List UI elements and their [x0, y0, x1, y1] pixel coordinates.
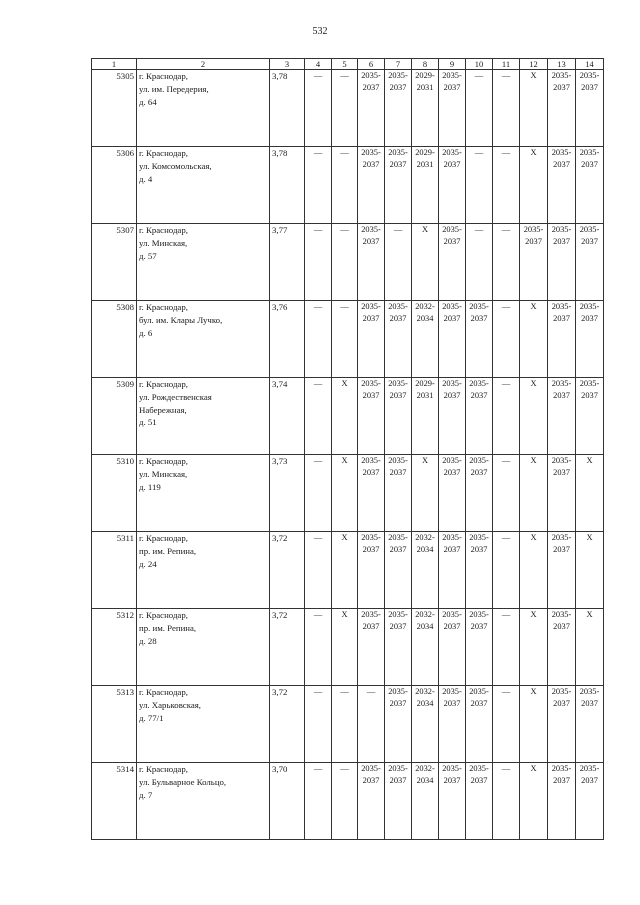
period-cell: 2035- 2037: [439, 763, 466, 840]
period-cell: —: [493, 147, 520, 224]
address-line: ул. Комсомольская,: [139, 160, 212, 171]
row-number-cell: 5306: [92, 147, 137, 224]
row-number-cell: 5313: [92, 686, 137, 763]
period-cell: 2035- 2037: [358, 224, 385, 301]
period-cell: —: [305, 609, 332, 686]
period-cell: 2035- 2037: [548, 763, 576, 840]
address-line: г. Краснодар,: [139, 533, 188, 543]
period-cell: X: [520, 532, 548, 609]
address-line: г. Краснодар,: [139, 456, 188, 466]
period-cell: 2032- 2034: [412, 301, 439, 378]
period-cell: —: [332, 763, 358, 840]
period-cell: X: [332, 532, 358, 609]
period-cell: 2035- 2037: [466, 455, 493, 532]
period-cell: 2035- 2037: [358, 301, 385, 378]
address-line: д. 119: [139, 481, 161, 492]
address-line: Набережная,: [139, 404, 187, 415]
period-cell: —: [305, 455, 332, 532]
period-cell: 2035- 2037: [548, 686, 576, 763]
address-line: г. Краснодар,: [139, 148, 188, 158]
period-cell: —: [332, 70, 358, 147]
period-cell: 2035- 2037: [466, 609, 493, 686]
value-cell: 3,70: [270, 763, 305, 840]
period-cell: 2035- 2037: [385, 609, 412, 686]
period-cell: —: [332, 301, 358, 378]
address-line: г. Краснодар,: [139, 764, 188, 774]
address-cell: [137, 686, 270, 763]
period-cell: —: [305, 763, 332, 840]
table-row: [92, 763, 604, 840]
period-cell: 2035- 2037: [385, 532, 412, 609]
address-line: ул. Минская,: [139, 237, 188, 248]
row-number-cell: 5312: [92, 609, 137, 686]
period-cell: 2035- 2037: [466, 686, 493, 763]
period-cell: 2035- 2037: [439, 609, 466, 686]
address-line: ул. Минская,: [139, 468, 188, 479]
period-cell: 2035- 2037: [385, 301, 412, 378]
period-cell: 2035- 2037: [358, 147, 385, 224]
period-cell: —: [305, 532, 332, 609]
value-cell: 3,78: [270, 147, 305, 224]
period-cell: X: [412, 455, 439, 532]
period-cell: —: [493, 70, 520, 147]
period-cell: 2032- 2034: [412, 763, 439, 840]
address-line: д. 6: [139, 327, 153, 338]
period-cell: —: [493, 686, 520, 763]
column-number-header: 8: [412, 59, 439, 70]
column-number-header: 6: [358, 59, 385, 70]
period-cell: 2035- 2037: [466, 763, 493, 840]
period-cell: —: [332, 147, 358, 224]
period-cell: X: [520, 686, 548, 763]
column-number-header: 9: [439, 59, 466, 70]
address-line: д. 51: [139, 417, 157, 428]
period-cell: 2035- 2037: [358, 763, 385, 840]
column-number-header: 11: [493, 59, 520, 70]
value-cell: 3,73: [270, 455, 305, 532]
period-cell: —: [466, 147, 493, 224]
address-line: д. 28: [139, 635, 157, 646]
period-cell: 2035- 2037: [548, 378, 576, 455]
row-number-cell: 5314: [92, 763, 137, 840]
value-cell: 3,72: [270, 532, 305, 609]
column-number-header: 12: [520, 59, 548, 70]
period-cell: 2035- 2037: [385, 455, 412, 532]
period-cell: 2035- 2037: [548, 455, 576, 532]
table-row: [92, 224, 604, 301]
value-cell: 3,72: [270, 609, 305, 686]
period-cell: —: [385, 224, 412, 301]
period-cell: X: [332, 609, 358, 686]
table-row: [92, 455, 604, 532]
period-cell: —: [493, 378, 520, 455]
column-number-header-row: [92, 59, 604, 70]
period-cell: 2035- 2037: [439, 70, 466, 147]
address-cell: [137, 224, 270, 301]
period-cell: 2035- 2037: [548, 532, 576, 609]
period-cell: 2035- 2037: [385, 147, 412, 224]
period-cell: 2035- 2037: [439, 147, 466, 224]
period-cell: 2035- 2037: [385, 70, 412, 147]
period-cell: —: [493, 455, 520, 532]
table-row: [92, 532, 604, 609]
period-cell: X: [520, 378, 548, 455]
column-number-header: 13: [548, 59, 576, 70]
address-cell: [137, 147, 270, 224]
address-line: д. 57: [139, 250, 157, 261]
address-line: ул. Харьковская,: [139, 699, 201, 710]
period-cell: —: [358, 686, 385, 763]
table-row: [92, 301, 604, 378]
period-cell: 2035- 2037: [576, 378, 604, 455]
value-cell: 3,77: [270, 224, 305, 301]
period-cell: —: [493, 224, 520, 301]
address-line: ул. Бульварное Кольцо,: [139, 776, 227, 787]
period-cell: —: [493, 763, 520, 840]
address-line: г. Краснодар,: [139, 71, 188, 81]
period-cell: 2035- 2037: [385, 763, 412, 840]
period-cell: —: [332, 224, 358, 301]
period-cell: —: [493, 301, 520, 378]
value-cell: 3,78: [270, 70, 305, 147]
period-cell: 2035- 2037: [466, 532, 493, 609]
period-cell: 2029- 2031: [412, 70, 439, 147]
period-cell: —: [305, 686, 332, 763]
period-cell: —: [305, 378, 332, 455]
period-cell: 2035- 2037: [576, 147, 604, 224]
address-cell: [137, 609, 270, 686]
period-cell: 2035- 2037: [358, 378, 385, 455]
address-line: г. Краснодар,: [139, 302, 188, 312]
address-line: д. 4: [139, 173, 153, 184]
row-number-cell: 5310: [92, 455, 137, 532]
period-cell: —: [332, 686, 358, 763]
period-cell: 2035- 2037: [439, 378, 466, 455]
period-cell: 2035- 2037: [548, 224, 576, 301]
period-cell: 2035- 2037: [385, 686, 412, 763]
period-cell: 2035- 2037: [548, 609, 576, 686]
address-line: д. 64: [139, 96, 157, 107]
period-cell: X: [412, 224, 439, 301]
period-cell: —: [305, 70, 332, 147]
period-cell: 2035- 2037: [576, 686, 604, 763]
value-cell: 3,72: [270, 686, 305, 763]
address-cell: [137, 763, 270, 840]
period-cell: X: [520, 609, 548, 686]
period-cell: 2035- 2037: [576, 301, 604, 378]
row-number-cell: 5311: [92, 532, 137, 609]
period-cell: X: [576, 532, 604, 609]
table-row: [92, 686, 604, 763]
period-cell: 2035- 2037: [576, 70, 604, 147]
period-cell: X: [520, 301, 548, 378]
period-cell: 2035- 2037: [548, 301, 576, 378]
period-cell: 2035- 2037: [548, 70, 576, 147]
column-number-header: 5: [332, 59, 358, 70]
column-number-header: 2: [137, 59, 270, 70]
table-row: [92, 378, 604, 455]
address-line: г. Краснодар,: [139, 225, 188, 235]
table-row: [92, 147, 604, 224]
period-cell: X: [520, 763, 548, 840]
period-cell: X: [332, 378, 358, 455]
period-cell: —: [305, 147, 332, 224]
period-cell: 2035- 2037: [548, 147, 576, 224]
period-cell: 2035- 2037: [358, 70, 385, 147]
column-number-header: 14: [576, 59, 604, 70]
table-row: [92, 70, 604, 147]
period-cell: 2032- 2034: [412, 609, 439, 686]
period-cell: —: [466, 70, 493, 147]
column-number-header: 1: [92, 59, 137, 70]
period-cell: X: [332, 455, 358, 532]
period-cell: X: [576, 609, 604, 686]
row-number-cell: 5307: [92, 224, 137, 301]
address-line: пр. им. Репина,: [139, 622, 197, 633]
period-cell: 2029- 2031: [412, 147, 439, 224]
address-line: г. Краснодар,: [139, 687, 188, 697]
period-cell: 2035- 2037: [466, 301, 493, 378]
period-cell: X: [576, 455, 604, 532]
period-cell: 2035- 2037: [439, 301, 466, 378]
address-line: ул. им. Передерия,: [139, 83, 209, 94]
period-cell: —: [305, 301, 332, 378]
column-number-header: 7: [385, 59, 412, 70]
column-number-header: 3: [270, 59, 305, 70]
period-cell: X: [520, 455, 548, 532]
address-line: ул. Рождественская: [139, 391, 212, 402]
period-cell: 2035- 2037: [520, 224, 548, 301]
period-cell: 2029- 2031: [412, 378, 439, 455]
period-cell: 2035- 2037: [358, 609, 385, 686]
address-line: д. 24: [139, 558, 157, 569]
period-cell: —: [305, 224, 332, 301]
address-line: г. Краснодар,: [139, 379, 188, 389]
row-number-cell: 5308: [92, 301, 137, 378]
column-number-header: 4: [305, 59, 332, 70]
address-cell: [137, 532, 270, 609]
period-cell: 2035- 2037: [385, 378, 412, 455]
period-cell: —: [466, 224, 493, 301]
period-cell: 2035- 2037: [439, 224, 466, 301]
address-cell: [137, 455, 270, 532]
period-cell: 2032- 2034: [412, 532, 439, 609]
period-cell: 2035- 2037: [439, 686, 466, 763]
value-cell: 3,76: [270, 301, 305, 378]
address-cell: [137, 301, 270, 378]
address-line: бул. им. Клары Лучко,: [139, 314, 223, 325]
address-line: д. 7: [139, 789, 153, 800]
period-cell: 2032- 2034: [412, 686, 439, 763]
period-cell: —: [493, 532, 520, 609]
period-cell: 2035- 2037: [576, 224, 604, 301]
table-row: [92, 609, 604, 686]
period-cell: 2035- 2037: [439, 532, 466, 609]
value-cell: 3,74: [270, 378, 305, 455]
address-line: пр. им. Репина,: [139, 545, 197, 556]
row-number-cell: 5309: [92, 378, 137, 455]
period-cell: 2035- 2037: [576, 763, 604, 840]
address-line: д. 77/1: [139, 712, 164, 723]
page-number: 532: [312, 26, 328, 37]
period-cell: X: [520, 70, 548, 147]
period-cell: 2035- 2037: [358, 455, 385, 532]
address-cell: [137, 378, 270, 455]
registry-table: [91, 58, 604, 840]
period-cell: X: [520, 147, 548, 224]
address-line: г. Краснодар,: [139, 610, 188, 620]
period-cell: 2035- 2037: [358, 532, 385, 609]
period-cell: —: [493, 609, 520, 686]
address-cell: [137, 70, 270, 147]
period-cell: 2035- 2037: [439, 455, 466, 532]
row-number-cell: 5305: [92, 70, 137, 147]
period-cell: 2035- 2037: [466, 378, 493, 455]
column-number-header: 10: [466, 59, 493, 70]
